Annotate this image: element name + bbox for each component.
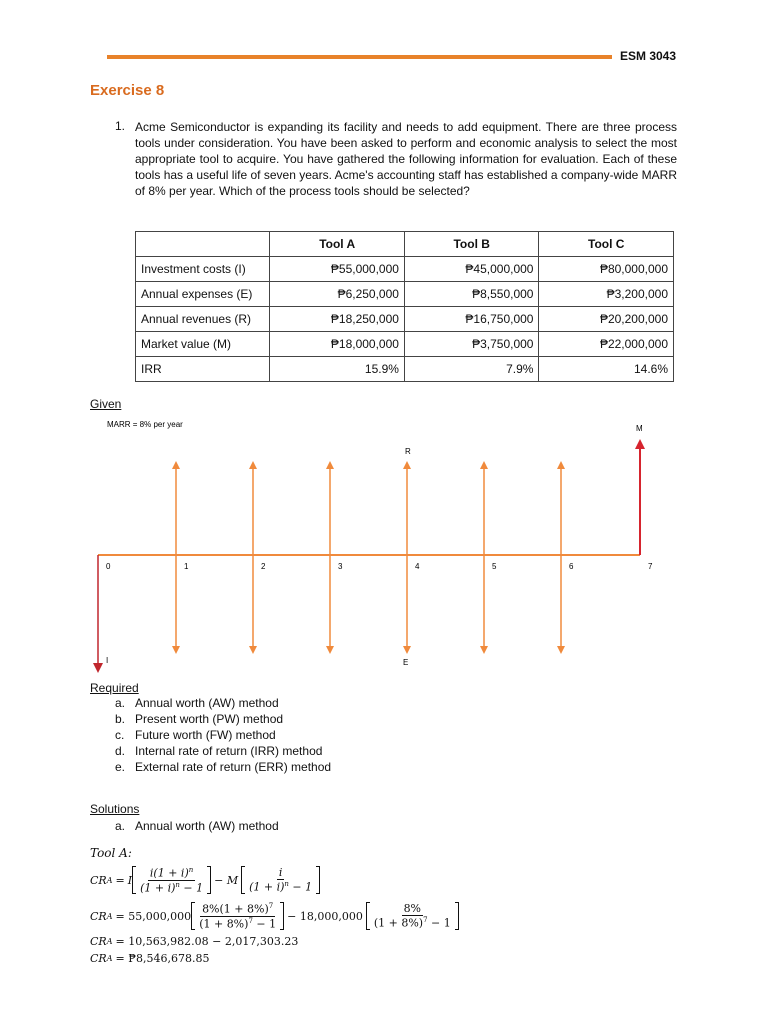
table-header-cell <box>136 232 270 257</box>
bracket <box>191 902 195 930</box>
equation-cr-formula: CR A = I $\frac{i(1 + i)^n}{(1 + i)^n - 1}$ − M $\frac{i}{(1 + i)^n - 1}$ <box>90 864 320 896</box>
table-cell-label: Investment costs (I) <box>136 257 270 282</box>
list-item-text: Annual worth (AW) method <box>135 819 279 833</box>
list-item-text: Internal rate of return (IRR) method <box>135 744 323 758</box>
eq-investment-symbol: I <box>127 873 133 887</box>
table-cell: 7.9% <box>404 357 539 382</box>
fraction <box>138 866 205 894</box>
frac-den-tail: − 1 <box>427 916 451 930</box>
fraction <box>247 866 314 894</box>
exercise-title: Exercise 8 <box>90 82 165 99</box>
frac-denominator: (1 + 8%) <box>373 916 424 930</box>
list-item <box>115 695 331 711</box>
table-cell: ₱18,250,000 <box>270 307 405 332</box>
table-row <box>136 282 674 307</box>
list-item-text: External rate of return (ERR) method <box>135 760 332 774</box>
frac-den-tail: − 1 <box>179 881 204 895</box>
tool-a-label: Tool A: <box>90 846 132 860</box>
table-cell: ₱22,000,000 <box>539 332 674 357</box>
required-list <box>115 695 331 775</box>
given-label: Given <box>90 397 122 411</box>
bracket <box>316 866 320 894</box>
frac-numerator: 8%(1 + 8%) <box>202 902 269 916</box>
table-cell: ₱16,750,000 <box>404 307 539 332</box>
list-item-text: Present worth (PW) method <box>135 712 284 726</box>
table-header-cell: Tool B <box>404 232 539 257</box>
list-item-letter: a. <box>115 696 126 710</box>
table-cell-label: Market value (M) <box>136 332 270 357</box>
period-label: 3 <box>338 562 343 571</box>
list-item-letter: a. <box>115 819 126 833</box>
frac-denominator: (1 + 8%) <box>199 917 249 931</box>
eq-sub: A <box>106 937 113 946</box>
eq-rhs: = ₱8,546,678.85 <box>115 952 210 965</box>
eq-rhs: = 10,563,982.08 − 2,017,303.23 <box>115 935 299 948</box>
revenue-label: R <box>405 447 411 456</box>
bracket <box>132 866 136 894</box>
tools-table <box>135 231 674 382</box>
table-cell-label: IRR <box>136 357 270 382</box>
solutions-list <box>115 818 279 834</box>
eq-coefficient: = 55,000,000 <box>115 909 192 923</box>
frac-den-exponent: n <box>284 880 289 889</box>
list-item <box>115 711 331 727</box>
eq-lhs: CR <box>90 909 107 923</box>
table-cell: ₱80,000,000 <box>539 257 674 282</box>
list-item-letter: b. <box>115 712 126 726</box>
marr-label: MARR = 8% per year <box>107 420 183 429</box>
table-header-cell: Tool C <box>539 232 674 257</box>
table-cell-label: Annual revenues (R) <box>136 307 270 332</box>
table-cell: ₱55,000,000 <box>270 257 405 282</box>
table-cell: ₱3,200,000 <box>539 282 674 307</box>
eq-sub: A <box>106 911 113 921</box>
list-item <box>115 743 331 759</box>
required-label: Required <box>90 681 139 695</box>
table-cell: ₱45,000,000 <box>404 257 539 282</box>
table-cell-label: Annual expenses (E) <box>136 282 270 307</box>
equation-cr-difference <box>90 935 298 948</box>
frac-den-exponent: 7 <box>423 916 428 925</box>
investment-label: I <box>106 656 109 665</box>
frac-den-exponent: n <box>175 880 180 889</box>
list-item-text: Annual worth (AW) method <box>135 696 279 710</box>
bracket <box>455 902 459 930</box>
eq-minus-term: − 18,000,000 <box>287 909 363 923</box>
fraction <box>372 902 453 930</box>
eq-sub: A <box>106 875 113 885</box>
problem-text: Acme Semiconductor is expanding its facility and needs to add equipment. There are three process tools under consideration. You have been asked to perform and economic analysis to select the most appropriate tool to acquire. You have gathered the following information for evaluation. Each of these tools has a useful life of seven years. Acme's accounting staff has established a company-wide MARR of 8% per year. Which of the process tools should be selected? <box>135 120 677 198</box>
frac-num-exponent: 7 <box>268 901 274 910</box>
problem-number: 1. <box>115 119 126 133</box>
list-item-letter: c. <box>115 728 125 742</box>
list-item <box>115 818 279 834</box>
table-row <box>136 357 674 382</box>
period-label: 1 <box>184 562 189 571</box>
equation-cr-result <box>90 952 209 965</box>
bracket <box>207 866 211 894</box>
header-rule <box>107 55 612 59</box>
bracket <box>280 902 284 930</box>
bracket <box>241 866 245 894</box>
expense-label: E <box>403 658 409 667</box>
frac-numerator: i(1 + i) <box>149 866 189 880</box>
table-cell: ₱6,250,000 <box>270 282 405 307</box>
frac-denominator: (1 + i) <box>140 881 176 895</box>
list-item-letter: d. <box>115 744 126 758</box>
list-item-text: Future worth (FW) method <box>135 728 276 742</box>
bracket <box>366 902 370 930</box>
table-row <box>136 332 674 357</box>
period-label: 0 <box>106 562 111 571</box>
table-cell: ₱20,200,000 <box>539 307 674 332</box>
eq-lhs: CR <box>90 935 107 948</box>
frac-den-tail: − 1 <box>252 917 277 931</box>
period-label: 5 <box>492 562 497 571</box>
table-header-row <box>136 232 674 257</box>
table-row <box>136 257 674 282</box>
cash-flow-diagram <box>0 410 768 680</box>
fraction <box>197 902 278 930</box>
frac-den-tail: − 1 <box>288 880 313 894</box>
table-header-cell: Tool A <box>270 232 405 257</box>
list-item <box>115 727 331 743</box>
period-label: 4 <box>415 562 420 571</box>
frac-denominator: (1 + i) <box>249 880 285 894</box>
table-cell: ₱8,550,000 <box>404 282 539 307</box>
frac-den-exponent: 7 <box>248 916 253 925</box>
table-cell: ₱18,000,000 <box>270 332 405 357</box>
market-label: M <box>636 424 643 433</box>
list-item <box>115 759 331 775</box>
period-label: 7 <box>648 562 653 571</box>
table-cell: 14.6% <box>539 357 674 382</box>
frac-numerator: 8% <box>403 902 422 916</box>
table-row <box>136 307 674 332</box>
course-code: ESM 3043 <box>620 49 677 63</box>
eq-lhs: CR <box>90 952 107 965</box>
equation-cr-substituted <box>90 899 459 933</box>
table-cell: ₱3,750,000 <box>404 332 539 357</box>
eq-sub: A <box>106 954 113 963</box>
frac-num-exponent: n <box>188 865 194 874</box>
table-cell: 15.9% <box>270 357 405 382</box>
eq-minus-m: − M <box>214 873 239 887</box>
eq-lhs: CR <box>90 873 107 887</box>
period-label: 2 <box>261 562 266 571</box>
period-label: 6 <box>569 562 574 571</box>
frac-numerator: i <box>278 866 283 880</box>
solutions-label: Solutions <box>90 802 140 816</box>
list-item-letter: e. <box>115 760 126 774</box>
